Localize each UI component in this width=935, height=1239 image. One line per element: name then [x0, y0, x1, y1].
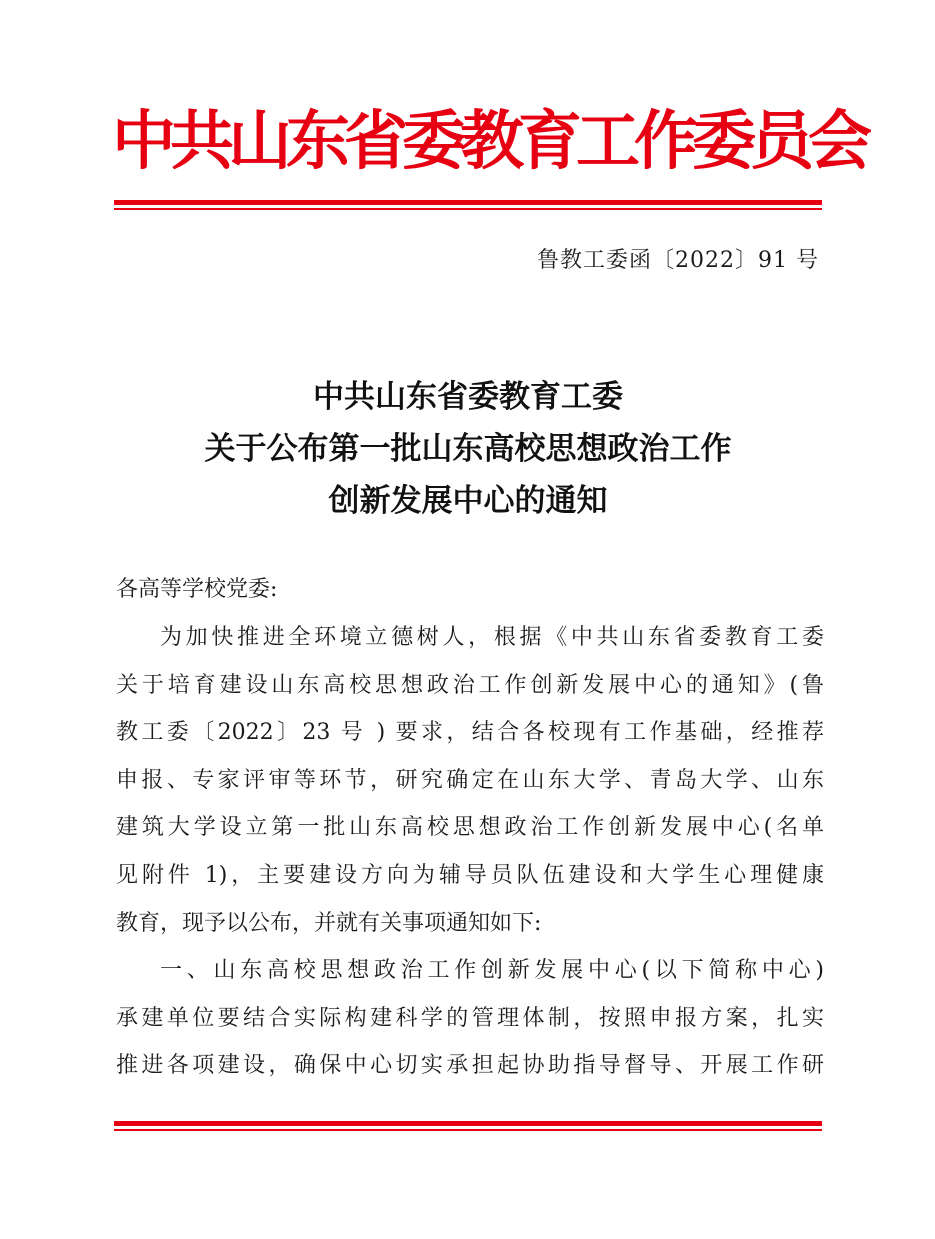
salutation: 各高等学校党委: — [116, 577, 278, 602]
body-line: 为加快推进全环境立德树人，根据《中共山东省委教育工委 — [160, 625, 824, 650]
body-line: 关于培育建设山东高校思想政治工作创新发展中心的通知》(鲁 — [116, 672, 824, 698]
body-line: 教工委〔2022〕23 号 ) 要求，结合各校现有工作基础，经推荐 — [116, 720, 824, 746]
title-line: 中共山东省委教育工委 — [313, 379, 623, 415]
masthead-title: 中共山东省委教育工作委员会 — [112, 105, 866, 179]
red-footer-rule — [114, 1121, 822, 1131]
body-line: 推进各项建设，确保中心切实承担起协助指导督导、开展工作研 — [116, 1053, 824, 1079]
notice-title — [114, 371, 822, 527]
body-line: 见附件 1)，主要建设方向为辅导员队伍建设和大学生心理健康 — [116, 862, 824, 888]
document-number: 鲁教工委函〔2022〕91 号 — [537, 248, 819, 273]
body-line: 承建单位要结合实际构建科学的管理体制，按照申报方案，扎实 — [116, 1005, 824, 1031]
body-line: 教育，现予以公布，并就有关事项通知如下: — [116, 910, 542, 936]
body-line: 一、山东高校思想政治工作创新发展中心(以下简称中心) — [160, 958, 824, 984]
body-line: 建筑大学设立第一批山东高校思想政治工作创新发展中心(名单 — [116, 815, 824, 841]
body-text — [116, 614, 824, 1090]
title-line: 创新发展中心的通知 — [328, 483, 608, 519]
body-line: 申报、专家评审等环节，研究确定在山东大学、青岛大学、山东 — [116, 767, 824, 793]
title-line: 关于公布第一批山东高校思想政治工作 — [204, 431, 732, 467]
red-header-rule — [114, 200, 822, 210]
